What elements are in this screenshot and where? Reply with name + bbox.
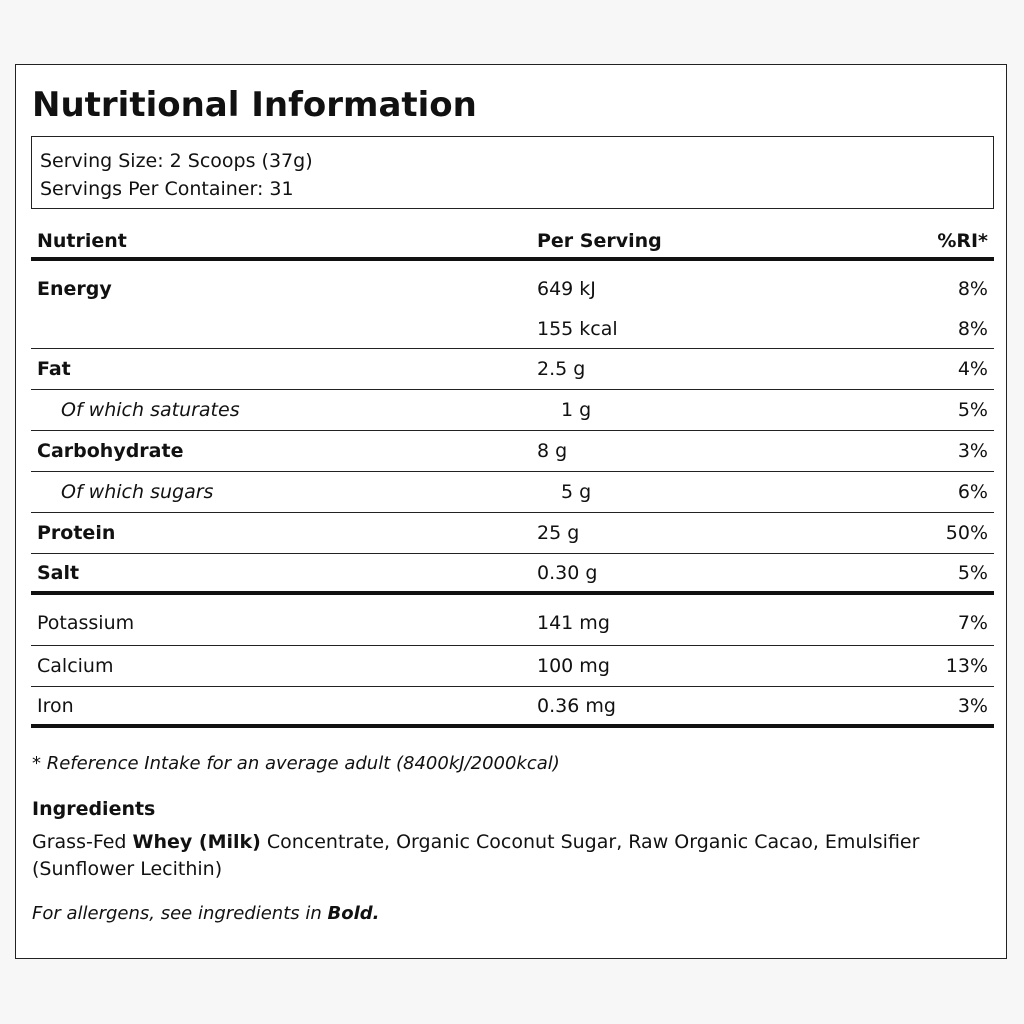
nutrient-name: Iron <box>37 694 74 717</box>
per-serving-value: 155 kcal <box>537 317 618 340</box>
table-row-energy-kj <box>31 261 994 309</box>
table-row-calcium <box>31 646 994 687</box>
serving-info-box <box>31 136 994 209</box>
per-serving-value: 25 g <box>537 522 580 544</box>
ri-value: 4% <box>957 358 988 380</box>
header-per-serving: Per Serving <box>537 230 662 252</box>
allergen-note <box>32 903 379 924</box>
ri-value: 5% <box>957 561 988 584</box>
ri-value: 5% <box>957 399 988 421</box>
servings-per-container: Servings Per Container: 31 <box>40 178 294 200</box>
ri-value: 8% <box>957 317 988 340</box>
ingredients-heading: Ingredients <box>32 798 156 820</box>
table-row-sugars <box>31 472 994 513</box>
nutrient-name: Carbohydrate <box>37 440 184 462</box>
table-header <box>31 225 994 261</box>
header-nutrient: Nutrient <box>37 230 127 252</box>
table-row-fat <box>31 349 994 390</box>
ingredients-part1: Grass-Fed <box>32 831 133 853</box>
page-title: Nutritional Information <box>32 85 477 125</box>
per-serving-value: 8 g <box>537 440 568 462</box>
table-row-iron <box>31 687 994 728</box>
ri-value: 50% <box>945 522 988 544</box>
per-serving-value: 649 kJ <box>537 278 596 300</box>
table-row-carbohydrate <box>31 431 994 472</box>
ri-value: 13% <box>945 655 988 677</box>
nutrient-name: Fat <box>37 358 71 380</box>
per-serving-value: 100 mg <box>537 655 610 677</box>
nutrition-table <box>31 225 994 728</box>
table-row-protein <box>31 513 994 554</box>
per-serving-value: 0.36 mg <box>537 694 616 717</box>
serving-size: Serving Size: 2 Scoops (37g) <box>40 150 313 172</box>
per-serving-value: 1 g <box>561 399 592 421</box>
ri-value: 3% <box>957 694 988 717</box>
table-row-salt <box>31 554 994 595</box>
allergen-text: For allergens, see ingredients in <box>32 903 328 924</box>
nutrient-name: Of which sugars <box>61 481 214 503</box>
per-serving-value: 5 g <box>561 481 592 503</box>
nutrient-name: Potassium <box>37 612 135 634</box>
table-row-potassium <box>31 595 994 646</box>
header-ri: %RI* <box>937 230 988 252</box>
ri-value: 8% <box>957 278 988 300</box>
nutrient-name: Protein <box>37 522 116 544</box>
allergen-bold: Bold. <box>327 903 380 924</box>
nutrition-panel <box>15 64 1007 959</box>
table-row-energy-kcal <box>31 309 994 349</box>
per-serving-value: 141 mg <box>537 612 610 634</box>
reference-intake-footnote: * Reference Intake for an average adult (8400kJ/2000kcal) <box>32 753 560 774</box>
per-serving-value: 0.30 g <box>537 561 598 584</box>
nutrient-name: Calcium <box>37 655 114 677</box>
ri-value: 3% <box>957 440 988 462</box>
nutrient-name: Of which saturates <box>61 399 240 421</box>
nutrient-name: Energy <box>37 278 112 300</box>
ingredients-text <box>32 829 972 883</box>
ingredients-allergen-bold: Whey (Milk) <box>132 831 261 853</box>
ri-value: 7% <box>957 612 988 634</box>
ingredients-part2: Concentrate, Organic Coconut Sugar, Raw Organic Cacao, Emulsifier (Sunflower Lecithin) <box>32 831 920 880</box>
ri-value: 6% <box>957 481 988 503</box>
nutrient-name: Salt <box>37 561 80 584</box>
per-serving-value: 2.5 g <box>537 358 586 380</box>
table-row-saturates <box>31 390 994 431</box>
